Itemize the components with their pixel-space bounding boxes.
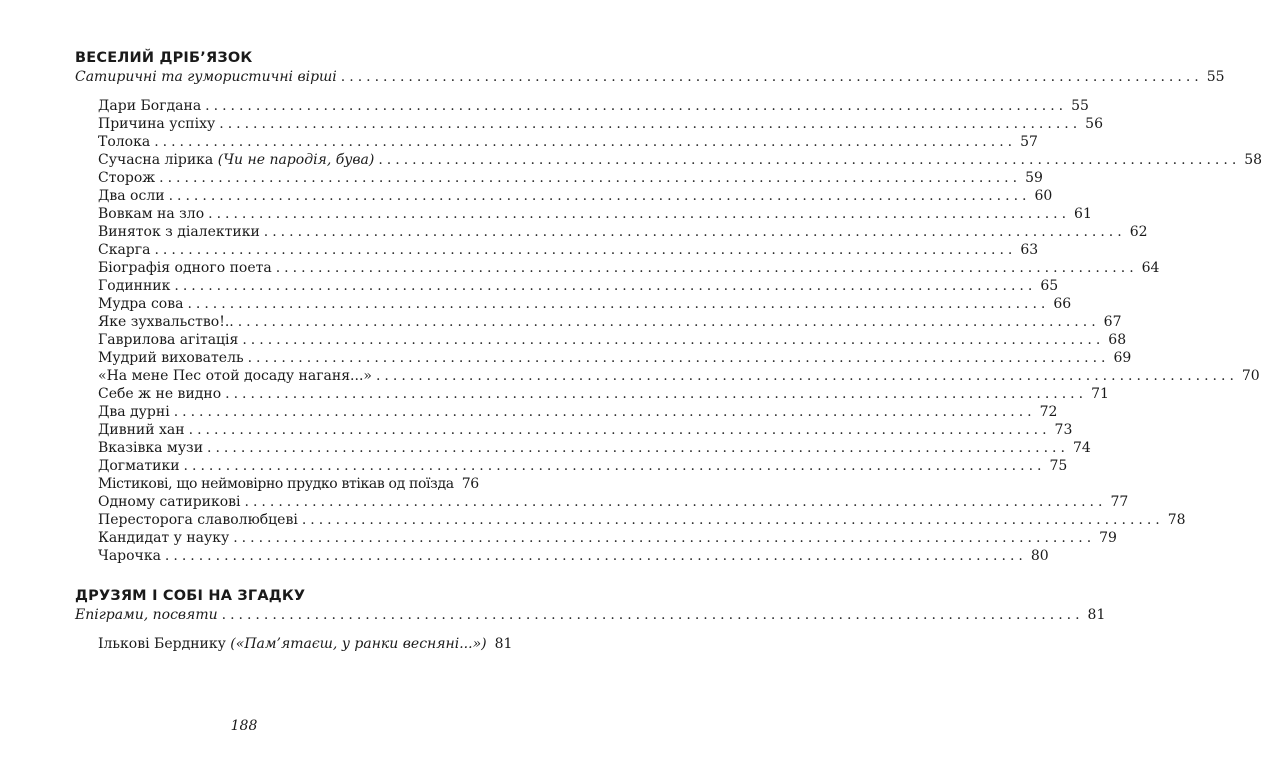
toc-entry-label: Пересторога славолюбцеві: [98, 512, 298, 528]
toc-entry-label: Сучасна лірика (Чи не пародія, бува): [98, 152, 375, 168]
leader-dots: ......................................................................................................: [263, 224, 1126, 240]
leader-dots: ......................................................................................................: [244, 494, 1107, 510]
toc-page-number: 58: [1244, 152, 1262, 168]
toc-entry: [98, 475, 479, 493]
toc-entry-label: Гаврилова агітація: [98, 332, 239, 348]
leader-dots: ......................................................................................................: [154, 242, 1017, 258]
leader-dots: ......................................................................................................: [174, 278, 1037, 294]
leader-dots: ......................................................................................................: [233, 530, 1096, 546]
toc-entry: [98, 349, 1132, 367]
toc-entry: [98, 187, 1053, 205]
toc-page-number: 77: [1110, 494, 1129, 510]
page-number: 188: [230, 718, 258, 734]
leader-dots: ......................................................................................................: [208, 206, 1071, 222]
toc-entry-label: Скарга: [98, 242, 151, 258]
toc-entry: [98, 547, 1049, 565]
toc-page-number: 81: [494, 636, 513, 652]
toc-page-number: 55: [1206, 69, 1225, 85]
toc-page-number: 76: [461, 476, 479, 492]
leader-dots: ......................................................................................................: [247, 350, 1110, 366]
toc-entry-label: Причина успіху: [98, 116, 216, 132]
toc-page-number: 57: [1020, 134, 1038, 150]
toc-entry: [98, 133, 1038, 151]
toc-entry-label: Дивний хан: [98, 422, 185, 438]
toc-page-number: 62: [1129, 224, 1148, 240]
toc-page-number: 66: [1053, 296, 1072, 312]
toc-page-number: 69: [1113, 350, 1132, 366]
toc-page-number: 79: [1099, 530, 1117, 546]
leader-dots: ......................................................................................................: [242, 332, 1105, 348]
toc-entry: [98, 295, 1072, 313]
toc-page-number: 80: [1030, 548, 1049, 564]
toc-entry: [98, 277, 1059, 295]
leader-dots: ......................................................................................................: [375, 368, 1238, 384]
toc-entry-label: Два осли: [98, 188, 165, 204]
section-title-druzyam-i-sobi: ДРУЗЯМ І СОБІ НА ЗГАДКУ: [75, 588, 306, 604]
leader-dots: ......................................................................................................: [221, 607, 1084, 623]
leader-dots: ......................................................................................................: [188, 422, 1051, 438]
toc-entry-label: Толока: [98, 134, 151, 150]
toc-page-number: 59: [1025, 170, 1043, 186]
toc-page-number: 63: [1020, 242, 1039, 258]
toc-page-number: 68: [1108, 332, 1127, 348]
toc-entry-label: Містикові, що неймовірно прудко втікав од поїзда: [98, 476, 454, 492]
toc-entry-label: Біографія одного поета: [98, 260, 272, 276]
toc-entry: [98, 151, 1262, 169]
toc-entry-label: Годинник: [98, 278, 171, 294]
toc-entry-label: Мудра сова: [98, 296, 184, 312]
toc-entry-label: Чарочка: [98, 548, 161, 564]
toc-page-number: 72: [1039, 404, 1058, 420]
leader-dots: ......................................................................................................: [378, 152, 1241, 168]
leader-dots: ......................................................................................................: [173, 404, 1036, 420]
toc-entry-label: Себе ж не видно: [98, 386, 222, 402]
toc-entry: [98, 205, 1092, 223]
section-title-veselyi-dribyazok: ВЕСЕЛИЙ ДРІБ’ЯЗОК: [75, 50, 253, 66]
leader-dots: ......................................................................................................: [225, 386, 1088, 402]
toc-entry-label: Одному сатирикові: [98, 494, 241, 510]
toc-page-number: 74: [1072, 440, 1091, 456]
toc-entry: [98, 223, 1148, 241]
toc-entry-label: Догматики: [98, 458, 180, 474]
toc-subheading: [75, 606, 1106, 624]
toc-entry: [98, 457, 1068, 475]
toc-entry: [98, 367, 1260, 385]
toc-entry-label: Вовкам на зло: [98, 206, 205, 222]
toc-entry: [98, 97, 1089, 115]
toc-page-number: 73: [1054, 422, 1073, 438]
toc-entry-label: Мудрий вихователь: [98, 350, 244, 366]
toc-entry-label: Вказівка музи: [98, 440, 204, 456]
leader-dots: ......................................................................................................: [340, 69, 1203, 85]
toc-entry: [98, 115, 1103, 133]
leader-dots: ......................................................................................................: [301, 512, 1164, 528]
toc-entry: [98, 403, 1058, 421]
leader-dots: ......................................................................................................: [183, 458, 1046, 474]
leader-dots: ......................................................................................................: [187, 296, 1050, 312]
toc-entry: [98, 635, 513, 653]
toc-page-number: 65: [1040, 278, 1059, 294]
toc-subheading-label: Сатиричні та гумористичні вірші: [75, 69, 337, 85]
leader-dots: ......................................................................................................: [207, 440, 1069, 456]
toc-page-number: 81: [1087, 607, 1106, 623]
toc-entry: [98, 169, 1043, 187]
toc-page-number: 78: [1167, 512, 1186, 528]
toc-page-number: 64: [1141, 260, 1160, 276]
toc-page-number: 56: [1085, 116, 1103, 132]
leader-dots: ......................................................................................................: [237, 314, 1100, 330]
toc-page-number: 67: [1103, 314, 1122, 330]
toc-entry-label: Яке зухвальство!..: [98, 314, 234, 330]
leader-dots: ......................................................................................................: [275, 260, 1138, 276]
toc-entry: [98, 529, 1117, 547]
toc-entry: [98, 313, 1122, 331]
toc-subheading: [75, 68, 1225, 86]
toc-entry: [98, 493, 1129, 511]
toc-entry-label: Виняток з діалектики: [98, 224, 260, 240]
leader-dots: ......................................................................................................: [159, 170, 1022, 186]
leader-dots: ......................................................................................................: [154, 134, 1017, 150]
toc-entry: [98, 241, 1039, 259]
toc-entry: [98, 385, 1109, 403]
leader-dots: ......................................................................................................: [168, 188, 1031, 204]
toc-page-number: 61: [1074, 206, 1092, 222]
toc-entry-label: Дари Богдана: [98, 98, 202, 114]
toc-page-number: 55: [1071, 98, 1089, 114]
toc-entry: [98, 439, 1091, 457]
toc-subheading-label: Епіграми, посвяти: [75, 607, 218, 623]
toc-page-number: 71: [1091, 386, 1109, 402]
toc-entry: [98, 331, 1127, 349]
leader-dots: ......................................................................................................: [205, 98, 1068, 114]
toc-entry-label: Два дурні: [98, 404, 170, 420]
toc-entry: [98, 421, 1073, 439]
toc-entry-label: Кандидат у науку: [98, 530, 230, 546]
toc-entry-label: Сторож: [98, 170, 156, 186]
leader-dots: ......................................................................................................: [219, 116, 1082, 132]
toc-page-number: 60: [1034, 188, 1053, 204]
toc-entry: [98, 259, 1160, 277]
leader-dots: ......................................................................................................: [164, 548, 1027, 564]
toc-page-number: 75: [1049, 458, 1068, 474]
toc-entry: [98, 511, 1186, 529]
toc-entry-label: Ількові Берднику («Пам’ятаєш, у ранки весняні...»): [98, 636, 487, 652]
toc-entry-label: «На мене Пес отой досаду наганя...»: [98, 368, 372, 384]
toc-page-number: 70: [1241, 368, 1260, 384]
